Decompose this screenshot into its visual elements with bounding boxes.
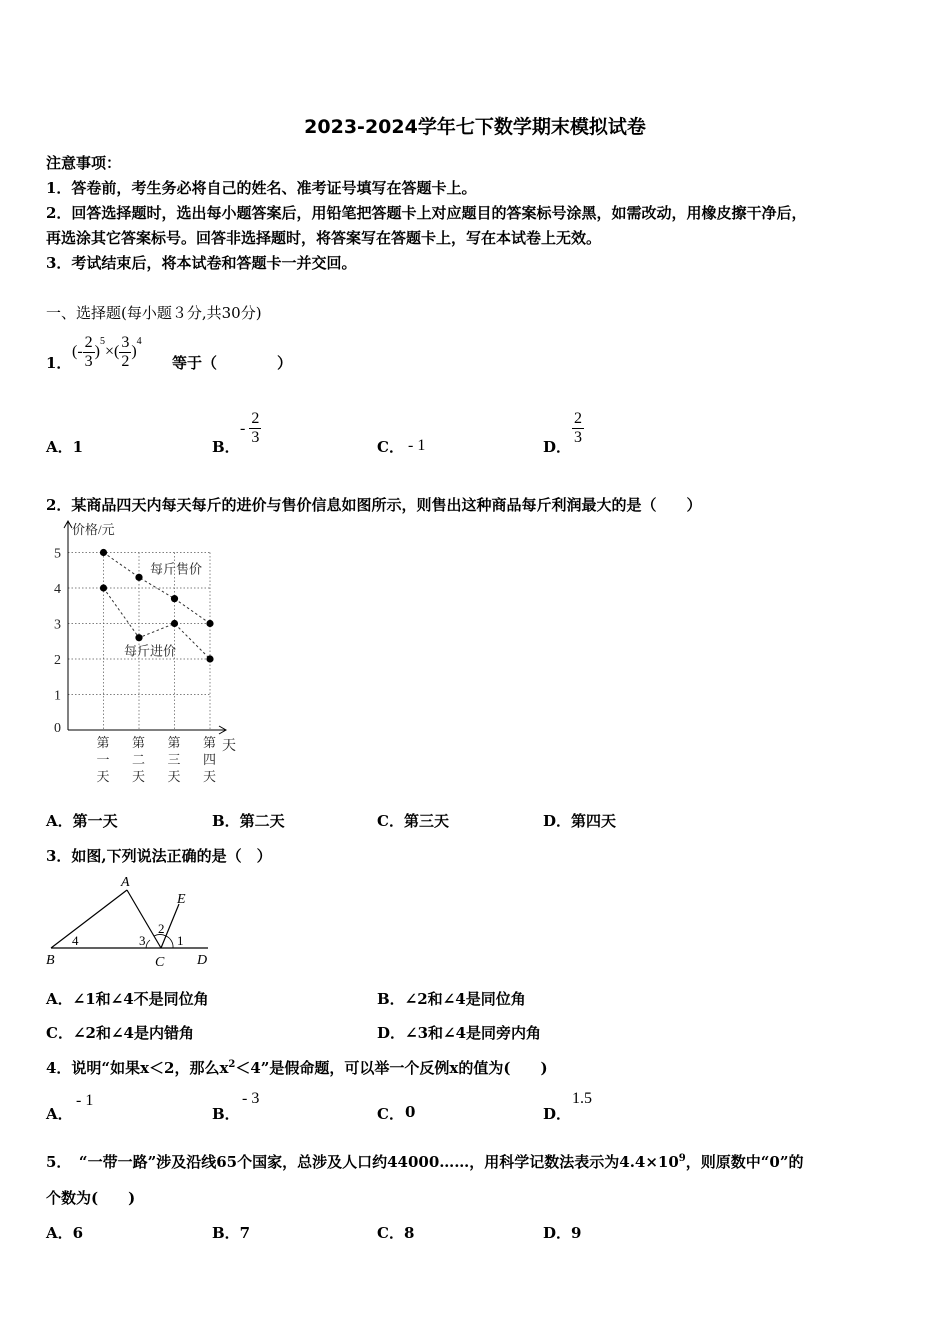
q1-option-c-value: - 1 [408,437,426,454]
q1-lparen: (- [72,343,83,360]
q1-exponent-2: 4 [136,336,142,347]
x-tick-label: 天 [96,769,110,784]
q2-text: 2．某商品四天内每天每斤的进价与售价信息如图所示，则售出这种商品每斤利润最大的是（ ） [46,496,702,514]
y-tick-label: 2 [54,653,61,668]
angle-arc-3 [146,940,150,948]
x-tick-label: 天 [167,769,181,784]
q1-option-c-label: C． [377,438,404,456]
point-label-b: B [46,953,55,968]
data-point [171,595,178,602]
x-tick-label: 天 [203,769,217,784]
q2-chart [46,518,246,788]
q4-option-b-label: B． [212,1105,240,1123]
q5-line-1: 5． “一带一路”涉及沿线65个国家，总涉及人口约44000……，用科学记数法表示为$4.4\times 10^9$，则原数中“0”的 [46,1153,804,1171]
q2-option-d: D．第四天 [543,812,617,830]
q3-option-a: A．∠1和∠4不是同位角 [46,990,209,1008]
y-axis-label: 价格/元 [72,522,115,537]
x-tick-label: 第 [203,735,217,750]
q1-option-d-label: D． [543,438,572,456]
q3-figure [44,870,224,970]
q5-option-c: C．8 [377,1224,415,1242]
line-ba [51,890,127,948]
notice-item: 1．答卷前，考生务必将自己的姓名、准考证号填写在答题卡上。 [46,179,477,197]
y-tick-label: 0 [54,721,61,736]
q4-option-c-value: 0 [405,1103,416,1121]
notice-item: 2．回答选择题时，选出每小题答案后，用铅笔把答题卡上对应题目的答案标号涂黑，如需改动，用橡皮擦干净后， [46,204,807,222]
q1-option-a: A．1 [46,438,84,456]
q3-option-d: D．∠3和∠4是同旁内角 [377,1024,542,1042]
q1-tail: 等于（ ） [172,354,293,372]
point-label-d: D [197,953,208,968]
angle-label-4: 4 [72,933,79,948]
x-tick-label: 第 [132,735,146,750]
x-axis-label: 天 [222,739,236,754]
q5-option-d: D．9 [543,1224,582,1242]
q5-line-2: 个数为( ) [46,1189,136,1207]
q1-rparen: ) [94,343,100,360]
q1-expression [72,330,142,374]
x-tick-label: 第 [167,735,181,750]
q3-text: 3．如图,下列说法正确的是（ ） [46,847,272,865]
angle-label-3: 3 [139,933,146,948]
q1-option-d-value: $\frac{2}{3}$ [574,410,582,446]
page-title: 2023-2024学年七下数学期末模拟试卷 [304,116,646,138]
q1-times: ×( [104,343,120,360]
y-tick-label: 5 [54,546,61,562]
x-tick-label: 四 [203,752,217,767]
angle-label-1: 1 [177,933,184,948]
section-heading: 一、选择题(每小题３分,共30分) [46,304,262,322]
data-point [206,620,213,627]
notice-heading: 注意事项： [46,154,122,172]
series-label-purchase-price: 每斤进价 [124,643,177,659]
q5-option-b: B．7 [212,1224,251,1242]
point-label-a: A [121,875,130,890]
x-tick-label: 第 [96,735,110,750]
angle-arc-1 [166,936,173,948]
q4-text: 4．说明“如果x＜2，那么$x^2<4$”是假命题，可以举一个反例x的值为( ) [46,1059,548,1077]
point-label-e: E [177,892,186,907]
q1-option-b-label: B． [212,438,240,456]
q4-option-c-label: C． [377,1105,404,1123]
data-point [135,634,142,641]
angle-label-2: 2 [158,921,165,936]
q4-option-a-value: - 1 [76,1092,94,1109]
q1-fraction-1: $\frac{2}{3}$ [84,333,93,370]
data-point [100,584,107,591]
q1-exponent-1: 5 [99,336,105,347]
q1-number: 1． [46,354,72,372]
q4-option-a-label: A． [46,1105,73,1123]
q2-option-b: B．第二天 [212,812,285,830]
x-tick-label: 二 [132,752,146,767]
y-tick-label: 1 [54,688,61,704]
y-tick-label: 3 [54,617,61,633]
data-point [100,549,107,556]
x-tick-label: 三 [167,752,181,767]
q2-option-c: C．第三天 [377,812,449,830]
y-tick-label: 4 [54,582,61,597]
x-tick-label: 一 [96,752,110,767]
point-label-c: C [155,955,165,970]
q1-rparen-2: ) [131,343,137,360]
series-label-selling-price: 每斤售价 [150,561,203,577]
q4-option-d-value: 1.5 [572,1090,592,1107]
q4-option-b-value: - 3 [242,1090,260,1107]
data-point [135,574,142,581]
q4-option-d-label: D． [543,1105,572,1123]
q1-fraction-2: $\frac{3}{2}$ [121,333,130,370]
data-point [206,655,213,662]
q1-option-b-value: - $\frac{2}{3}$ [240,410,260,446]
data-point [171,620,178,627]
q2-option-a: A．第一天 [46,812,118,830]
q5-option-a: A．6 [46,1224,84,1242]
x-tick-label: 天 [132,769,146,784]
notice-item: 再选涂其它答案标号。回答非选择题时，将答案写在答题卡上，写在本试卷上无效。 [46,229,602,247]
q3-option-c: C．∠2和∠4是内错角 [46,1024,194,1042]
notice-item: 3．考试结束后，将本试卷和答题卡一并交回。 [46,254,357,272]
q3-option-b: B．∠2和∠4是同位角 [377,990,526,1008]
